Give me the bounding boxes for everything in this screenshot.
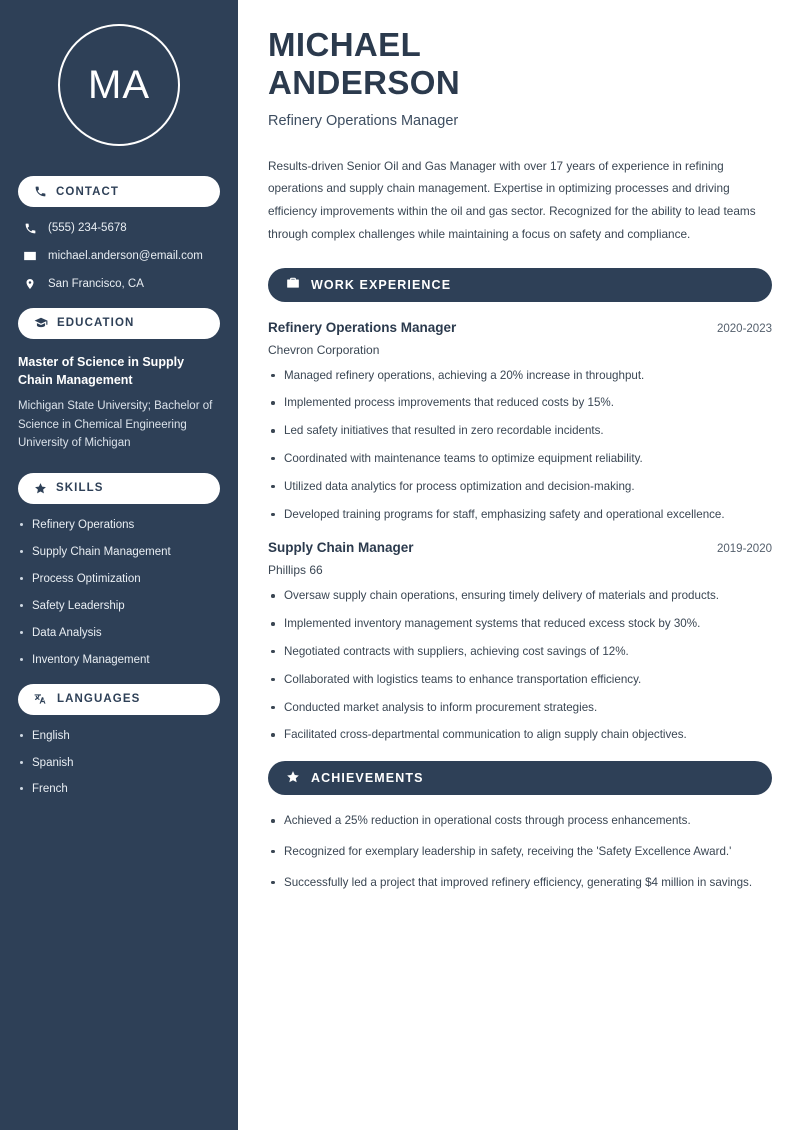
job-company: Phillips 66	[268, 563, 323, 578]
sidebar-heading-languages	[18, 684, 220, 715]
list-item: Supply Chain Management	[18, 545, 220, 560]
job-title: Refinery Operations Manager	[268, 319, 457, 335]
list-item: Recognized for exemplary leadership in safety, receiving the 'Safety Excellence Award.'	[268, 844, 772, 861]
briefcase-icon	[286, 276, 300, 293]
contact-location-value: San Francisco, CA	[48, 277, 144, 290]
phone-icon	[23, 222, 37, 235]
achievements-list	[268, 813, 772, 891]
phone-icon	[34, 185, 47, 198]
job-title: Supply Chain Manager	[268, 540, 414, 556]
sidebar-heading-education-label: EDUCATION	[57, 317, 135, 330]
professional-summary: Results-driven Senior Oil and Gas Manager with over 17 years of experience in refining operations and supply chain management. Expertise in optimizing processes and driving efficiency improvements within the oil and gas sector. Recognized for the ability to lead teams through complex challenges while maintaining a focus on safety and compliance.	[268, 158, 756, 241]
job-role-subtitle: Refinery Operations Manager	[268, 112, 459, 129]
sidebar-heading-contact	[18, 176, 220, 207]
avatar-container	[18, 24, 220, 146]
section-heading-work-experience-label: WORK EXPERIENCE	[311, 277, 452, 292]
list-item: Successfully led a project that improved refinery efficiency, generating $4 million in savings.	[268, 875, 772, 892]
job-duties-list	[268, 588, 772, 744]
list-item: Conducted market analysis to inform procurement strategies.	[268, 700, 772, 717]
graduation-cap-icon	[34, 316, 48, 330]
page-title	[268, 26, 772, 103]
map-pin-icon	[23, 277, 37, 291]
translate-icon	[34, 692, 48, 706]
job-company: Chevron Corporation	[268, 342, 380, 357]
contact-phone-value: (555) 234-5678	[48, 222, 127, 234]
sidebar-heading-languages-label: LANGUAGES	[57, 693, 141, 706]
job-date: 2019-2020	[717, 543, 772, 556]
education-degree: Master of Science in Supply Chain Management	[18, 354, 185, 387]
first-name: MICHAEL	[268, 26, 422, 63]
envelope-icon	[23, 249, 37, 263]
list-item: Negotiated contracts with suppliers, achieving cost savings of 12%.	[268, 644, 772, 661]
list-item: Inventory Management	[18, 653, 220, 668]
star-icon	[34, 482, 47, 495]
job-duties-list	[268, 368, 772, 524]
list-item: Implemented inventory management systems that reduced excess stock by 30%.	[268, 616, 772, 633]
skills-list	[18, 518, 220, 668]
list-item: Oversaw supply chain operations, ensuring timely delivery of materials and products.	[268, 588, 772, 605]
list-item: Refinery Operations	[18, 518, 220, 533]
languages-list	[18, 729, 220, 798]
list-item: Process Optimization	[18, 572, 220, 587]
list-item: Developed training programs for staff, emphasizing safety and operational excellence.	[268, 507, 772, 524]
list-item: Data Analysis	[18, 626, 220, 641]
list-item: Utilized data analytics for process optimization and decision-making.	[268, 479, 772, 496]
contact-location-row	[18, 277, 220, 292]
sidebar-heading-education	[18, 308, 220, 339]
list-item: Coordinated with maintenance teams to optimize equipment reliability.	[268, 451, 772, 468]
list-item: English	[18, 729, 220, 744]
list-item: Spanish	[18, 756, 220, 771]
list-item: Facilitated cross-departmental communication to align supply chain objectives.	[268, 727, 772, 744]
job-entry	[268, 320, 772, 524]
sidebar-heading-skills-label: SKILLS	[56, 482, 104, 495]
job-header	[268, 540, 772, 555]
avatar: MA	[58, 24, 180, 146]
main-content	[238, 0, 800, 1130]
sidebar	[0, 0, 238, 1130]
list-item: Led safety initiatives that resulted in zero recordable incidents.	[268, 423, 772, 440]
section-heading-work-experience	[268, 268, 772, 302]
sidebar-heading-skills	[18, 473, 220, 504]
job-entry	[268, 540, 772, 744]
list-item: Implemented process improvements that reduced costs by 15%.	[268, 395, 772, 412]
job-date: 2020-2023	[717, 322, 772, 335]
job-header	[268, 320, 772, 335]
contact-email-row	[18, 249, 220, 264]
last-name: ANDERSON	[268, 64, 461, 102]
sidebar-heading-contact-label: CONTACT	[56, 185, 120, 198]
star-icon	[286, 770, 300, 787]
list-item: Managed refinery operations, achieving a 20% increase in throughput.	[268, 368, 772, 385]
education-details: Michigan State University; Bachelor of Science in Chemical Engineering University of Michigan	[18, 400, 213, 450]
list-item: Safety Leadership	[18, 599, 220, 614]
list-item: French	[18, 782, 220, 797]
section-heading-achievements	[268, 761, 772, 795]
section-heading-achievements-label: ACHIEVEMENTS	[311, 771, 424, 786]
contact-phone-row	[18, 221, 220, 236]
list-item: Achieved a 25% reduction in operational costs through process enhancements.	[268, 813, 772, 830]
list-item: Collaborated with logistics teams to enhance transportation efficiency.	[268, 672, 772, 689]
contact-email-value: michael.anderson@email.com	[48, 249, 203, 262]
